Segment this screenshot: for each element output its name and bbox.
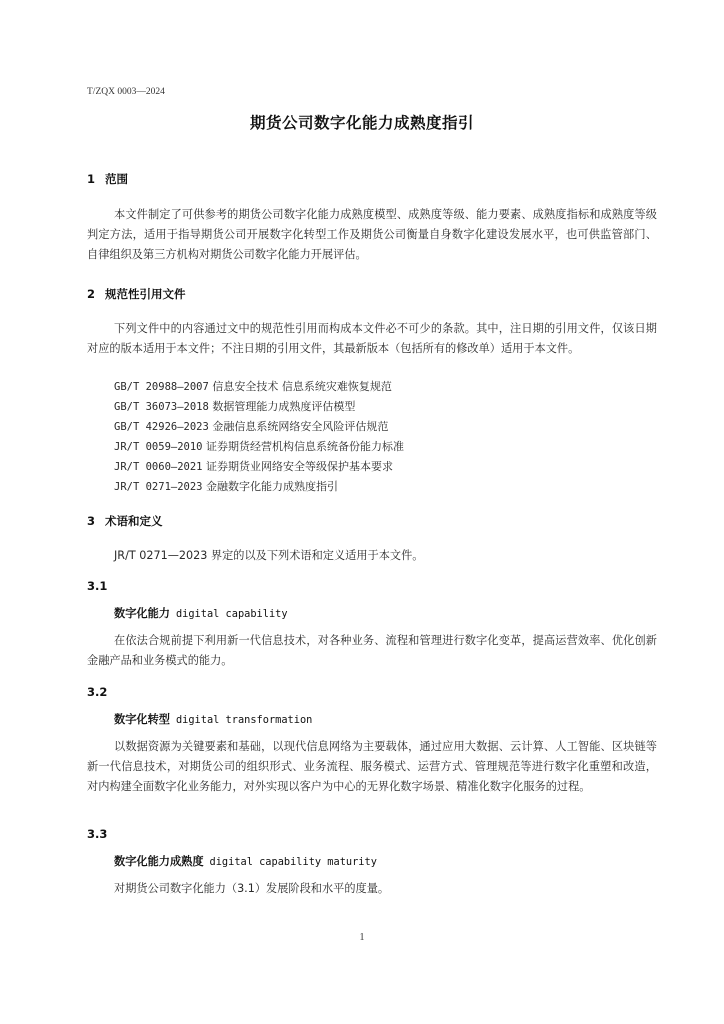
section-title: 术语和定义 [105, 514, 163, 528]
term-chinese: 数字化转型 [114, 713, 170, 726]
reference-title: 金融数字化能力成熟度指引 [206, 480, 339, 493]
term-heading [114, 853, 377, 869]
normative-references-paragraph: 下列文件中的内容通过文中的规范性引用而构成本文件必不可少的条款。其中，注日期的引用文件，仅该日期对应的版本适用于本文件；不注日期的引用文件，其最新版本（包括所有的修改单）适用于本文件。 [87, 322, 657, 355]
term-definition: 以数据资源为关键要素和基础，以现代信息网络为主要载体，通过应用大数据、云计算、人工智能、区块链等新一代信息技术，对期货公司的组织形式、业务流程、服务模式、运营方式、管理规范等进行数字化重塑和改造，对内构建全面数字化业务能力，对外实现以客户为中心的无界化数字场景、精准化数字化服务的过程。 [87, 740, 657, 793]
term-heading [114, 605, 288, 621]
reference-code: GB/T 42926—2023 [114, 421, 209, 433]
terms-intro-paragraph: JR/T 0271—2023 界定的以及下列术语和定义适用于本文件。 [114, 549, 424, 562]
term-chinese: 数字化能力 [114, 607, 170, 620]
reference-item [114, 417, 404, 437]
reference-title: 证券期货业网络安全等级保护基本要求 [206, 460, 394, 473]
reference-title: 证券期货经营机构信息系统备份能力标准 [206, 440, 405, 453]
term-number: 3.3 [87, 827, 108, 841]
reference-item [114, 477, 404, 497]
reference-code: JR/T 0060—2021 [114, 461, 203, 473]
term-english: digital capability [175, 608, 288, 620]
reference-item [114, 377, 404, 397]
reference-code: JR/T 0059—2010 [114, 441, 203, 453]
section-number: 1 [87, 172, 96, 186]
reference-title: 信息安全技术 信息系统灾难恢复规范 [212, 380, 392, 393]
reference-code: GB/T 36073—2018 [114, 401, 209, 413]
reference-list [114, 377, 404, 497]
section-number: 3 [87, 514, 96, 528]
reference-title: 金融信息系统网络安全风险评估规范 [212, 420, 389, 433]
term-english: digital transformation [175, 714, 313, 726]
term-number: 3.2 [87, 685, 108, 699]
term-chinese: 数字化能力成熟度 [114, 855, 204, 868]
document-title: 期货公司数字化能力成熟度指引 [249, 114, 474, 132]
page-number: 1 [359, 932, 365, 943]
standard-code: T/ZQX 0003—2024 [87, 87, 165, 97]
section-heading-scope [87, 171, 128, 187]
scope-paragraph: 本文件制定了可供参考的期货公司数字化能力成熟度模型、成熟度等级、能力要素、成熟度指标和成熟度等级判定方法，适用于指导期货公司开展数字化转型工作及期货公司衡量自身数字化建设发展水平，也可供监管部门、自律组织及第三方机构对期货公司数字化能力开展评估。 [87, 208, 657, 261]
section-title: 规范性引用文件 [105, 287, 186, 301]
section-number: 2 [87, 287, 96, 301]
term-definition: 对期货公司数字化能力（3.1）发展阶段和水平的度量。 [114, 882, 390, 895]
term-number: 3.1 [87, 579, 108, 593]
term-heading [114, 711, 312, 727]
reference-item [114, 397, 404, 417]
reference-item [114, 437, 404, 457]
reference-title: 数据管理能力成熟度评估模型 [212, 400, 356, 413]
section-title: 范围 [105, 172, 128, 186]
term-english: digital capability maturity [209, 856, 377, 868]
term-definition: 在依法合规前提下利用新一代信息技术，对各种业务、流程和管理进行数字化变革，提高运营效率、优化创新金融产品和业务模式的能力。 [87, 634, 657, 667]
reference-code: JR/T 0271—2023 [114, 481, 203, 493]
section-heading-normative-references [87, 286, 186, 302]
reference-code: GB/T 20988—2007 [114, 381, 209, 393]
section-heading-terms [87, 513, 163, 529]
reference-item [114, 457, 404, 477]
